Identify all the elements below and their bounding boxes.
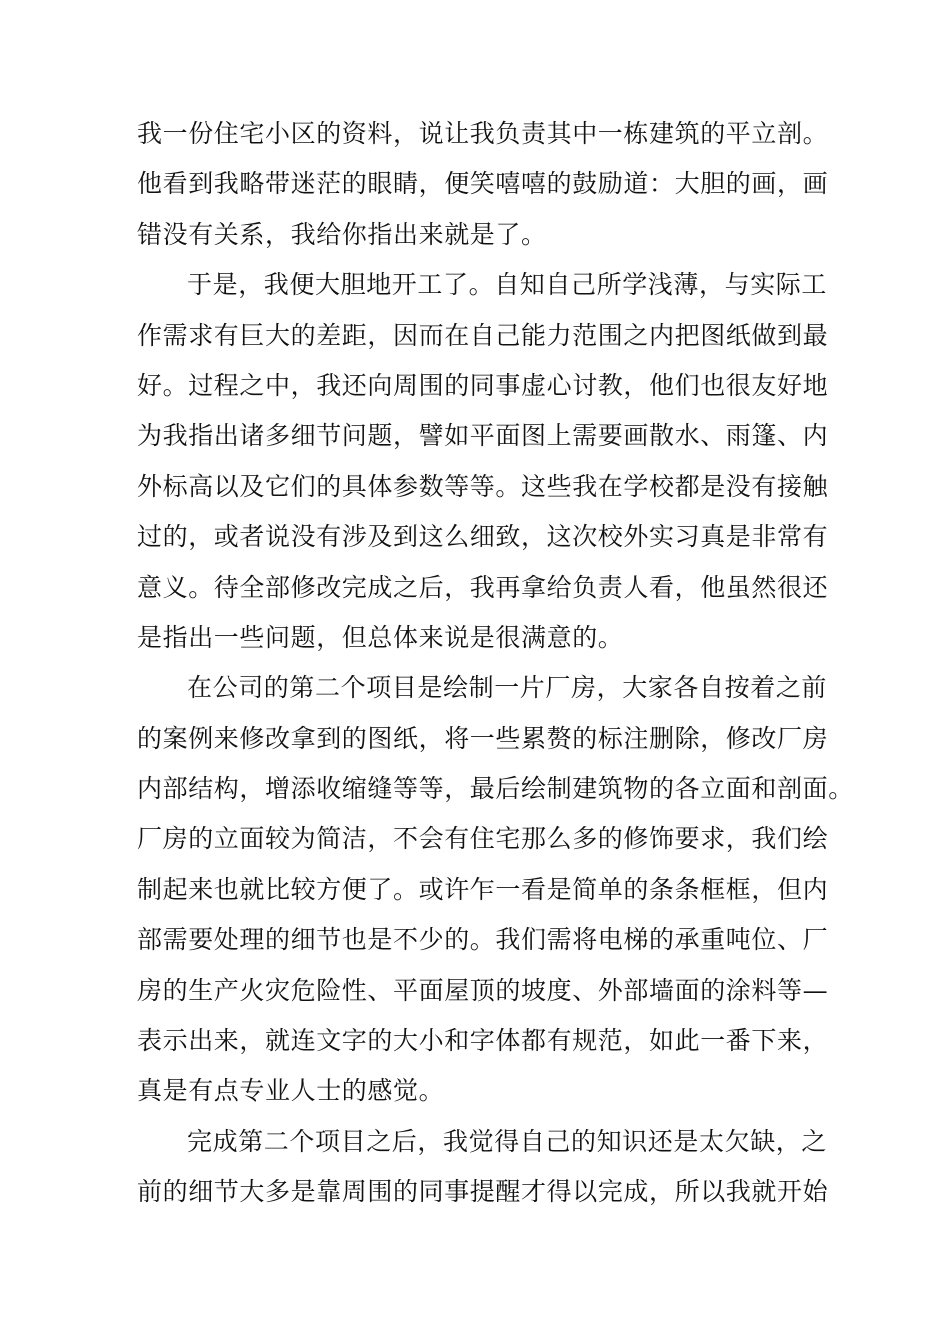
text-line: 错没有关系，我给你指出来就是了。	[137, 219, 547, 249]
text-line: 为我指出诸多细节问题，譬如平面图上需要画散水、雨篷、内	[137, 421, 829, 451]
text-line: 是指出一些问题，但总体来说是很满意的。	[137, 622, 624, 652]
paragraph-start-line: 完成第二个项目之后，我觉得自己的知识还是太欠缺，之	[187, 1126, 828, 1156]
text-line: 他看到我略带迷茫的眼睛，便笑嘻嘻的鼓励道：大胆的画，画	[137, 169, 829, 199]
text-line: 过的，或者说没有涉及到这么细致，这次校外实习真是非常有	[137, 522, 829, 552]
text-line: 意义。待全部修改完成之后，我再拿给负责人看，他虽然很还	[137, 572, 829, 602]
text-line: 表示出来，就连文字的大小和字体都有规范，如此一番下来，	[137, 1026, 829, 1056]
text-line: 制起来也就比较方便了。或许乍一看是简单的条条框框，但内	[137, 874, 829, 904]
text-line: 内部结构，增添收缩缝等等，最后绘制建筑物的各立面和剖面。	[137, 774, 854, 804]
text-line: 真是有点专业人士的感觉。	[137, 1076, 445, 1106]
text-line: 外标高以及它们的具体参数等等。这些我在学校都是没有接触	[137, 471, 829, 501]
text-line: 的案例来修改拿到的图纸，将一些累赘的标注删除，修改厂房	[137, 723, 829, 753]
paragraph-start-line: 于是，我便大胆地开工了。自知自己所学浅薄，与实际工	[187, 270, 828, 300]
text-line: 厂房的立面较为简洁，不会有住宅那么多的修饰要求，我们绘	[137, 824, 829, 854]
paragraph-start-line: 在公司的第二个项目是绘制一片厂房，大家各自按着之前	[187, 673, 828, 703]
text-line: 我一份住宅小区的资料，说让我负责其中一栋建筑的平立剖。	[137, 119, 829, 148]
text-line: 好。过程之中，我还向周围的同事虚心讨教，他们也很友好地	[137, 370, 829, 400]
body-text	[137, 109, 854, 1218]
text-line: 作需求有巨大的差距，因而在自己能力范围之内把图纸做到最	[137, 320, 829, 350]
text-line: 部需要处理的细节也是不少的。我们需将电梯的承重吨位、厂	[137, 925, 829, 955]
text-line: 前的细节大多是靠周围的同事提醒才得以完成，所以我就开始	[137, 1177, 829, 1207]
text-line: 房的生产火灾危险性、平面屋顶的坡度、外部墙面的涂料等—	[137, 975, 829, 1005]
